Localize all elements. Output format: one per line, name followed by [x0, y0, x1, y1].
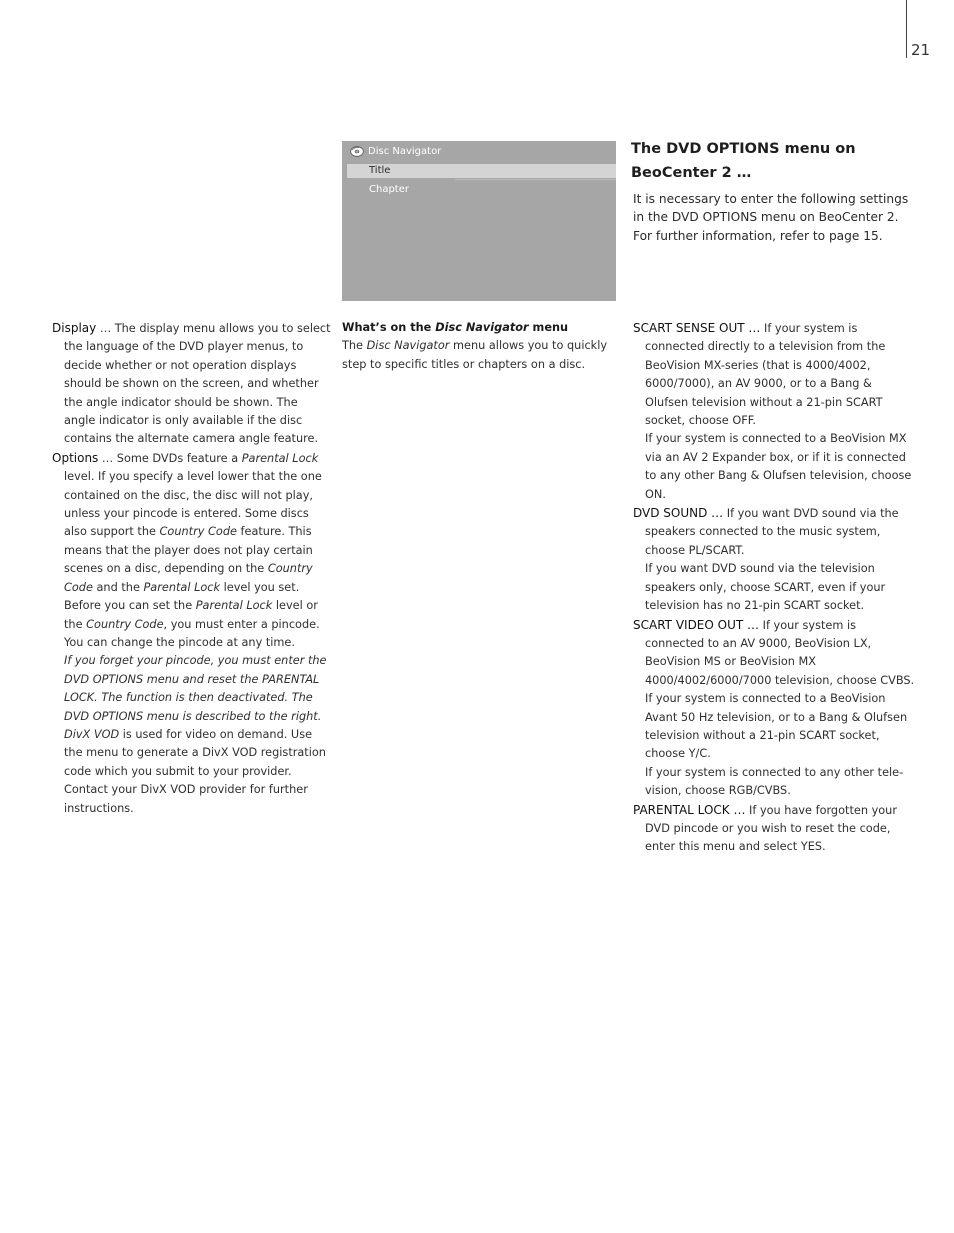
dvd-sound-text: If you want DVD sound via the speakers connected to the music system, choose PL/SCART.	[645, 507, 899, 557]
menu-item-chapter[interactable]: Chapter	[369, 184, 409, 195]
dvd-sound-sub: If you want DVD sound via the television speakers only, choose SCART, even if your television has no 21-pin SCART socket.	[645, 562, 886, 613]
disc-navigator-description	[342, 337, 620, 374]
disc-navigator-header	[350, 146, 441, 157]
parental-lock-text: If you have forgotten your DVD pincode or you wish to reset the code, enter this menu and select YES.	[645, 803, 897, 854]
menu-highlight-edge	[455, 179, 616, 180]
scart-video-term: SCART VIDEO OUT …	[633, 617, 760, 632]
description-text-b: menu allows you to quickly step to specific titles or chapters on a disc.	[342, 339, 608, 371]
parental-lock-term: PARENTAL LOCK …	[633, 802, 746, 817]
disc-navigator-title: Disc Navigator	[368, 146, 442, 157]
options-text-f: level or the	[64, 599, 318, 631]
scart-sense-entry	[633, 319, 915, 430]
parental-lock-entry	[633, 801, 915, 857]
dvd-sound-term: DVD SOUND …	[633, 506, 724, 521]
options-text-g: , you must enter a pincode. You can change the pincode at any time.	[64, 617, 320, 649]
options-text-e: level you set. Before you can set the	[64, 580, 300, 613]
middle-column	[342, 319, 620, 374]
parental-lock-ref: Parental Lock	[195, 599, 273, 613]
section-heading-line2: BeoCenter 2 …	[631, 165, 752, 181]
dvd-sound-entry	[633, 504, 915, 560]
subheading-text-a: What’s on the	[342, 321, 436, 334]
right-column	[633, 319, 915, 857]
options-entry	[52, 449, 332, 652]
page-number: 21	[911, 41, 931, 59]
disc-navigator-subheading	[342, 319, 620, 337]
scart-video-sub1: If your system is connected to a BeoVision Avant 50 Hz television, or to a Bang & Olufsen television without a 21-pin SCART socket, choose Y/C.	[645, 692, 908, 761]
scart-video-sub2: If your system is connected to any other tele-vision, choose RGB/CVBS.	[645, 765, 904, 798]
display-entry	[52, 319, 332, 449]
divx-text: is used for video on demand. Use the menu to generate a DivX VOD registration code which you submit to your provider. Contact your DivX VOD provider for further instructions.	[64, 727, 326, 815]
display-text: … The display menu allows you to select the language of the DVD player menus, to decide whether or not operation displays should be shown on the screen, and whether the angle indicator should be shown. The angle indicator is only available if the disc contains the alternate camera angle feature.	[64, 322, 331, 446]
scart-video-entry	[633, 616, 915, 691]
display-term: Display	[52, 321, 97, 335]
divx-term: DivX VOD	[64, 727, 120, 741]
options-text-c: feature. This means that the player does not play certain scenes on a disc, depending on the	[64, 525, 313, 576]
country-code-ref: Country Code	[86, 617, 164, 631]
subheading-text-b: menu	[528, 321, 569, 334]
description-text-a: The	[342, 339, 367, 353]
subheading-italic: Disc Navigator	[435, 321, 529, 334]
options-text-a: … Some DVDs feature a	[98, 451, 242, 465]
disc-navigator-screen	[342, 141, 616, 301]
scart-sense-text: If your system is connected directly to a television from the BeoVision MX-series (that is 4000/4002, 6000/7000), an AV 9000, or to a Bang & Olufsen television without a 21-pin SCART socket, choose OFF.	[645, 322, 886, 428]
parental-lock-ref: Parental Lock	[143, 580, 221, 594]
options-term: Options	[52, 450, 99, 465]
section-heading	[631, 137, 911, 185]
disc-icon	[350, 146, 364, 157]
menu-item-title[interactable]: Title	[369, 165, 391, 176]
forget-pincode-text: If you forget your pincode, you must enter the DVD OPTIONS menu and reset the PARENTAL LOCK. The function is then deactivated. The DVD OPTIONS menu is described to the right.	[64, 654, 327, 723]
scart-sense-term: SCART SENSE OUT …	[633, 321, 761, 335]
scart-video-text: If your system is connected to an AV 9000, BeoVision LX, BeoVision MS or BeoVision MX 4000/4002/6000/7000 television, choose CVBS.	[645, 618, 915, 687]
options-text-b: level. If you specify a level lower that the one contained on the disc, the disc will not play, unless your pincode is entered. Some discs also support the	[64, 470, 322, 539]
country-code-ref: Country Code	[64, 562, 313, 594]
section-intro: It is necessary to enter the following settings in the DVD OPTIONS menu on BeoCenter 2. For further information, refer to page 15.	[633, 192, 909, 243]
country-code-ref: Country Code	[159, 525, 237, 539]
parental-lock-ref: Parental Lock	[241, 451, 319, 465]
forget-pincode-note	[52, 652, 332, 726]
options-text-d: and the	[92, 580, 144, 594]
description-italic: Disc Navigator	[366, 339, 450, 353]
left-column	[52, 319, 332, 818]
section-heading-line1: The DVD OPTIONS menu on	[631, 141, 856, 157]
scart-sense-sub: If your system is connected to a BeoVision MX via an AV 2 Expander box, or if it is connected to any other Bang & Olufsen television, choose ON.	[645, 432, 912, 501]
page-number-rule	[906, 0, 907, 58]
divx-entry	[52, 726, 332, 818]
